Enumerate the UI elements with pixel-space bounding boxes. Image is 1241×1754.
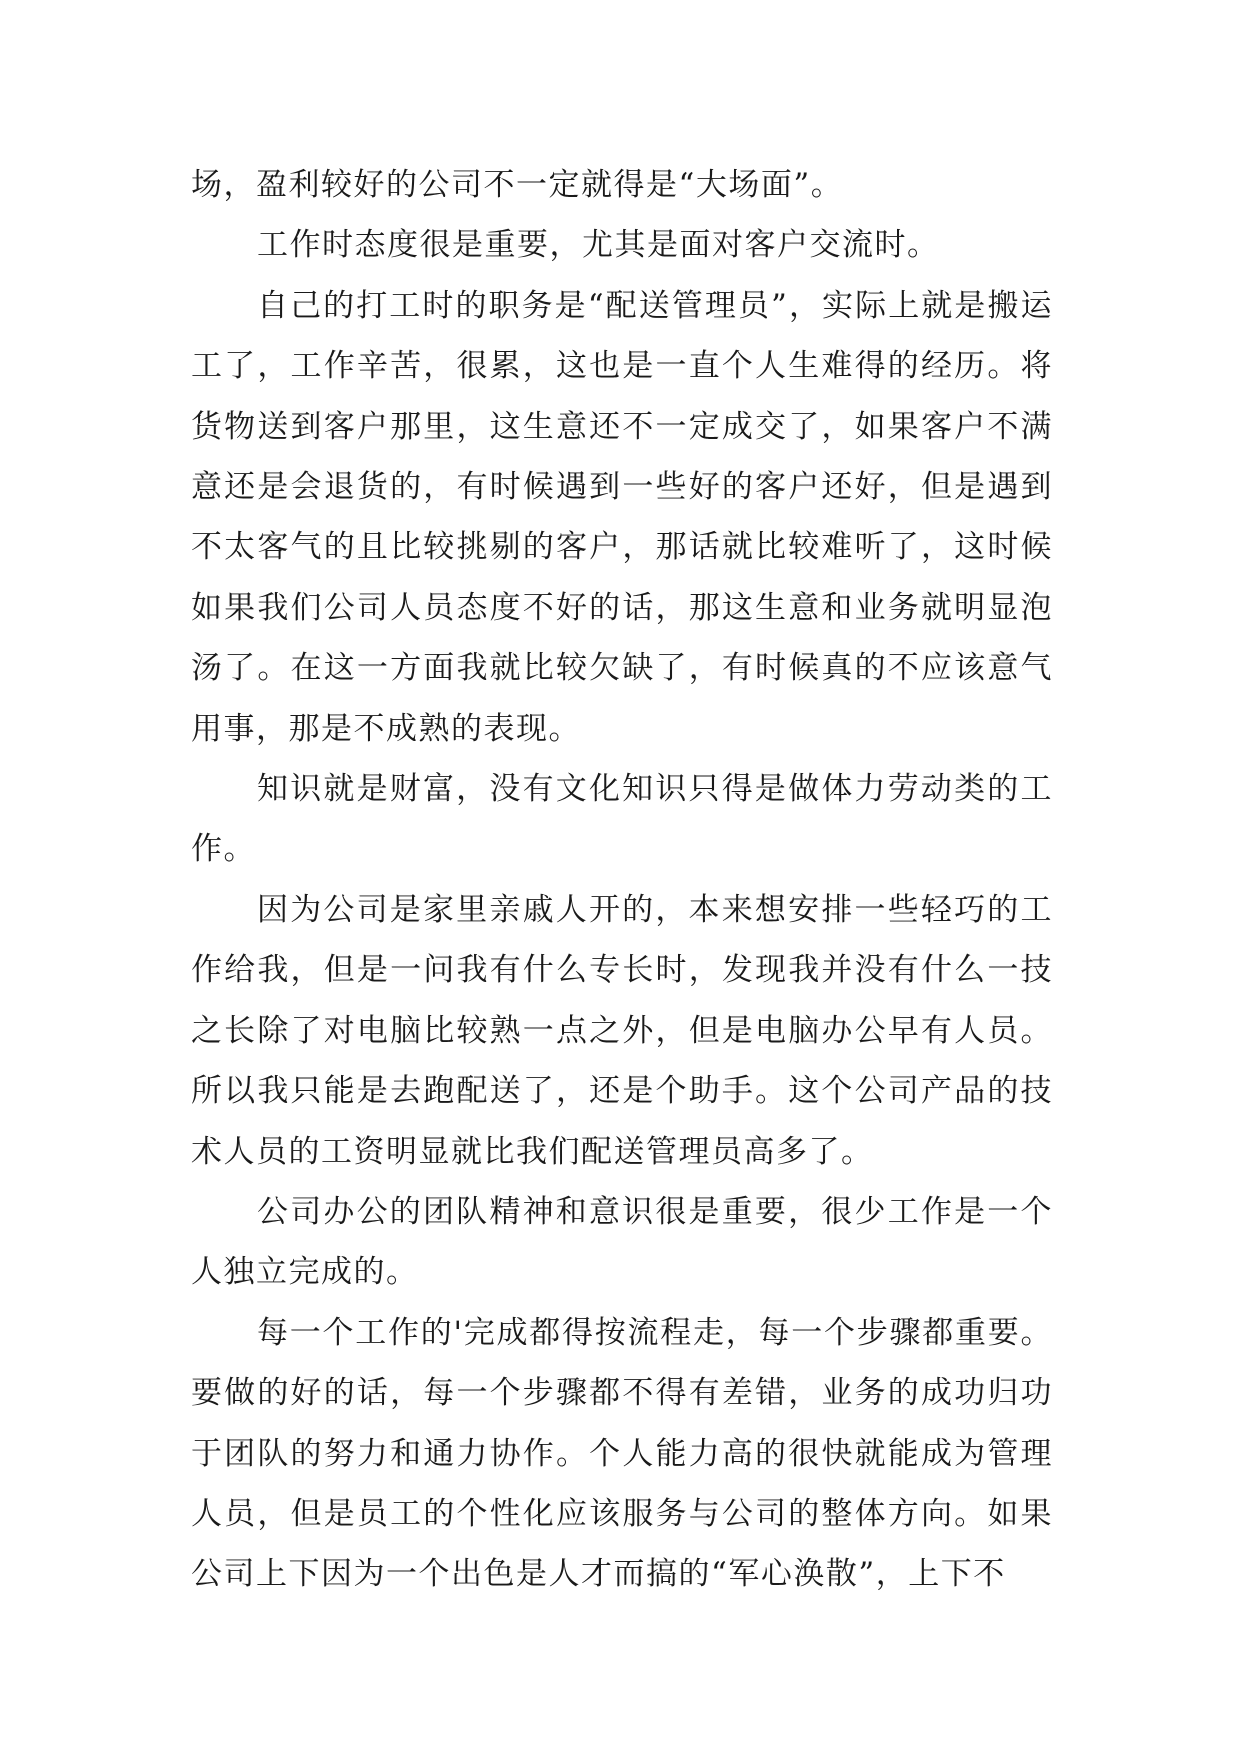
paragraph-2: 工作时态度很是重要，尤其是面对客户交流时。 [257,227,940,264]
paragraph-7: 每一个工作的'完成都得按流程走，每一个步骤都重要。要做的好的话，每一个步骤都不得有差错，业务的成功归功于团队的努力和通力协作。个人能力高的很快就能成为管理人员，但是员工的个性化应该服务与公司的整体方向。如果公司上下因为一个出色是人才而搞的“军心涣散”，上下不 [191,1314,1053,1593]
document-body [191,155,1053,1605]
paragraph-1: 场，盈利较好的公司不一定就得是“大场面”。 [191,167,844,203]
paragraph-6: 公司办公的团队精神和意识很是重要，很少工作是一个人独立完成的。 [191,1193,1053,1291]
paragraph-3: 自己的打工时的职务是“配送管理员”，实际上就是搬运工了，工作辛苦，很累，这也是一直个人生难得的经历。将货物送到客户那里，这生意还不一定成交了，如果客户不满意还是会退货的，有时候遇到一些好的客户还好，但是遇到不太客气的且比较挑剔的客户，那话就比较难听了，这时候如果我们公司人员态度不好的话，那这生意和业务就明显泡汤了。在这一方面我就比较欠缺了，有时候真的不应该意气用事，那是不成熟的表现。 [191,287,1053,747]
paragraph-5: 因为公司是家里亲戚人开的，本来想安排一些轻巧的工作给我，但是一问我有什么专长时，发现我并没有什么一技之长除了对电脑比较熟一点之外，但是电脑办公早有人员。所以我只能是去跑配送了，还是个助手。这个公司产品的技术人员的工资明显就比我们配送管理员高多了。 [191,891,1053,1170]
paragraph-4: 知识就是财富，没有文化知识只得是做体力劳动类的工作。 [191,771,1053,868]
